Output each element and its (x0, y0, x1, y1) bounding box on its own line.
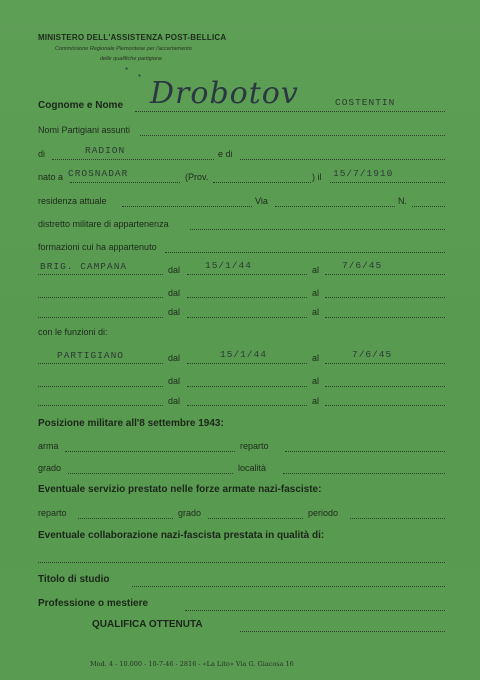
al-label: al (312, 396, 320, 406)
localita-label: località (238, 463, 267, 473)
dal-label: dal (168, 307, 181, 317)
distretto-label: distretto militare di appartenenza (38, 219, 169, 229)
nomi-partigiani-label: Nomi Partigiani assunti (38, 125, 131, 135)
al-label: al (312, 353, 320, 363)
formazione-al: 7/6/45 (342, 260, 383, 271)
residenza-label: residenza attuale (38, 196, 107, 206)
commission-line-2: delle qualifiche partigiane (100, 56, 163, 62)
funzione-al: 7/6/45 (352, 349, 393, 360)
reparto-label: reparto (240, 441, 269, 451)
servizio-reparto-label: reparto (38, 508, 67, 518)
servizio-periodo-label: periodo (308, 508, 339, 518)
surname-handwritten: Drobotov (150, 76, 299, 111)
formazione-name: BRIG. CAMPANA (40, 261, 128, 272)
titolo-studio-label: Titolo di studio (38, 574, 110, 585)
dal-label: dal (168, 288, 181, 298)
funzioni-label: con le funzioni di: (38, 327, 108, 337)
cognome-nome-label: Cognome e Nome (38, 100, 124, 111)
arma-label: arma (38, 441, 59, 451)
di-label: di (38, 149, 46, 159)
commission-line-1: Commissione Regionale Piemontese per l'accertamento (55, 46, 192, 52)
birthplace-value: CROSNADAR (68, 168, 129, 179)
ministry-title: MINISTERO DELL'ASSISTENZA POST-BELLICA (38, 33, 227, 42)
first-name-value: COSTENTIN (335, 97, 396, 108)
al-label: al (312, 307, 320, 317)
asterisk-mark: * (125, 66, 129, 75)
dal-label: dal (168, 353, 181, 363)
funzione-dal: 15/1/44 (220, 349, 267, 360)
birth-date-value: 15/7/1910 (333, 168, 394, 179)
il-label: ) il (312, 172, 322, 182)
e-di-label: e di (218, 149, 233, 159)
collaborazione-title: Eventuale collaborazione nazi-fascista prestata in qualità di: (38, 530, 325, 541)
grado-label: grado (38, 463, 62, 473)
n-label: N. (398, 196, 407, 206)
servizio-grado-label: grado (178, 508, 202, 518)
formazioni-label: formazioni cui ha appartenuto (38, 242, 157, 252)
asterisk-mark: * (138, 73, 142, 82)
dal-label: dal (168, 396, 181, 406)
al-label: al (312, 376, 320, 386)
father-name-value: RADION (85, 145, 126, 156)
dal-label: dal (168, 376, 181, 386)
prov-label: (Prov. (185, 172, 209, 182)
posizione-title: Posizione militare all'8 settembre 1943: (38, 418, 224, 429)
formazione-dal: 15/1/44 (205, 260, 252, 271)
al-label: al (312, 265, 320, 275)
qualifica-label: QUALIFICA OTTENUTA (92, 619, 203, 630)
servizio-title: Eventuale servizio prestato nelle forze armate nazi-fasciste: (38, 484, 322, 495)
nato-a-label: nato a (38, 172, 64, 182)
via-label: Via (255, 196, 268, 206)
funzione-name: PARTIGIANO (57, 350, 125, 361)
print-footer: Mod. 4 - 10.000 - 10-7-46 - 2816 - «La Lito» Via G. Giacosa 16 (90, 660, 294, 668)
al-label: al (312, 288, 320, 298)
dal-label: dal (168, 265, 181, 275)
professione-label: Professione o mestiere (38, 598, 149, 609)
